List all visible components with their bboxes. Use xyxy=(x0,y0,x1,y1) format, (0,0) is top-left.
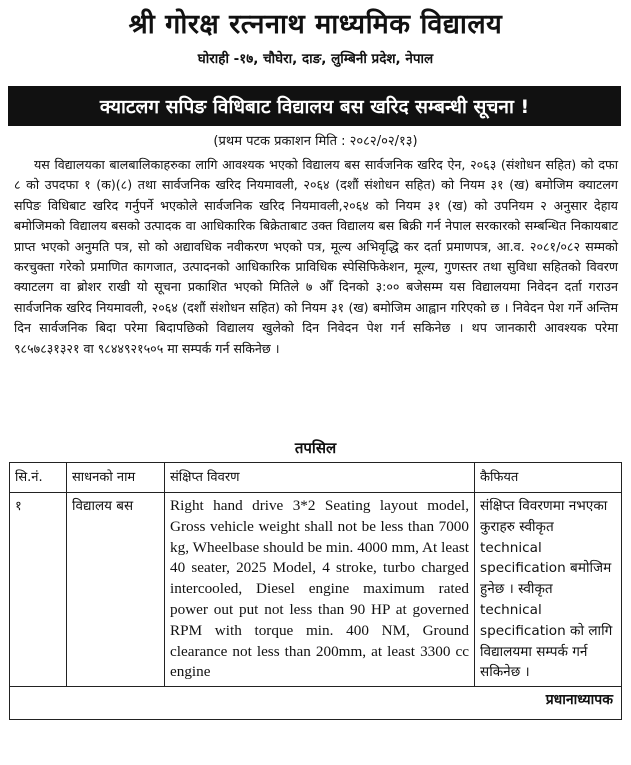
school-address: घोराही -१७, चौघेरा, दाङ, लुम्बिनी प्रदेश, नेपाल xyxy=(197,51,434,67)
schedule-table xyxy=(9,462,622,720)
header-description: संक्षिप्त विवरण xyxy=(165,463,475,493)
publication-date: (प्रथम पटक प्रकाशन मिति : २०८२/०२/१३) xyxy=(213,134,418,149)
cell-item: विद्यालय बस xyxy=(67,493,165,687)
notice-title: क्याटलग सपिङ विधिबाट विद्यालय बस खरिद सम्बन्धी सूचना ! xyxy=(99,96,530,118)
schedule-heading: तपसिल xyxy=(294,439,337,457)
table-header-row xyxy=(10,463,622,493)
header-item: साधनको नाम xyxy=(67,463,165,493)
notice-title-banner xyxy=(8,86,621,126)
cell-serial: १ xyxy=(10,493,67,687)
cell-description: Right hand drive 3*2 Seating layout model, Gross vehicle weight shall not be less than 7000 kg, Wheelbase should be min. 4000 mm, At least 40 seater, 2025 Model, 4 stroke, turbo charged intercooled, Diesel engine maximum rated power out put not less than 90 HP at governed RPM with torque min. 400 NM, Ground clearance not less than 200mm, at least 3300 cc engine xyxy=(165,493,475,687)
header-remarks: कैफियत xyxy=(475,463,622,493)
notice-body: यस विद्यालयका बालबालिकाहरुका लागि आवश्यक भएको विद्यालय बस सार्वजनिक खरिद ऐन, २०६३ (संशोधन सहित) को दफा ८ को उपदफा १ (क)(८) तथा सार्वजनिक खरिद नियमावली, २०६४ (दशौं संशोधन सहित) को नियम ३१ (ख) बमोजिम क्याटलग सपिङ विधिबाट खरिद गर्नुपर्ने भएकोले सार्वजनिक खरिद नियमावली,२०६४ को नियम ३१ (ख) को उपनियम २ अनुसार देहाय बमोजिमको विद्यालय बसको उत्पादक वा आधिकारिक बिक्रेताबाट उक्त विद्यालय बस बिक्री गर्न नेपाल सरकारको सम्बन्धित निकायबाट प्राप्त भएको अनुमति पत्र, सो को अद्यावधिक नवीकरण भएको पत्र, मूल्य अभिवृद्धि कर दर्ता प्रमाणपत्र, आ.व. २०८१/०८२ सम्मको करचुक्ता गरेको प्रमाणित कागजात, उत्पादनको आधिकारिक प्राविधिक स्पेसिफिकेशन, मूल्य, गुणस्तर तथा सुविधा सहितको विवरण क्याटलग वा ब्रोशर राखी यो सूचना प्रकाशित भएको मितिले ७ औँ दिनको ३:०० बजेसम्म यस विद्यालयमा निवेदन दर्ता गराउन सार्वजनिक खरिद नियमावली, २०६४ (दशौं संशोधन सहित) को नियम ३१ (ख) बमोजिम आह्वान गरिएको छ । निवेदन पेश गर्ने अन्तिम दिन सार्वजनिक बिदा परेमा बिदापछिको विद्यालय खुलेको दिन निवेदन पेश गर्न सकिनेछ । थप जानकारी आवश्यक परेमा ९८५७८३१३२१ वा ९८४४९२१५०५ मा सम्पर्क गर्न सकिनेछ । xyxy=(14,157,618,356)
table-row xyxy=(10,493,622,687)
cell-remarks: संक्षिप्त विवरणमा नभएका कुराहरु स्वीकृत technical specification बमोजिम हुनेछ । स्वीकृत technical specification को लागि विद्यालयमा सम्पर्क गर्न सकिनेछ । xyxy=(475,493,622,687)
school-name: श्री गोरक्ष रत्ननाथ माध्यमिक विद्यालय xyxy=(128,9,503,40)
header-serial: सि.नं. xyxy=(10,463,67,493)
signature-row xyxy=(10,687,622,720)
signature-principal: प्रधानाध्यापक xyxy=(10,687,622,720)
